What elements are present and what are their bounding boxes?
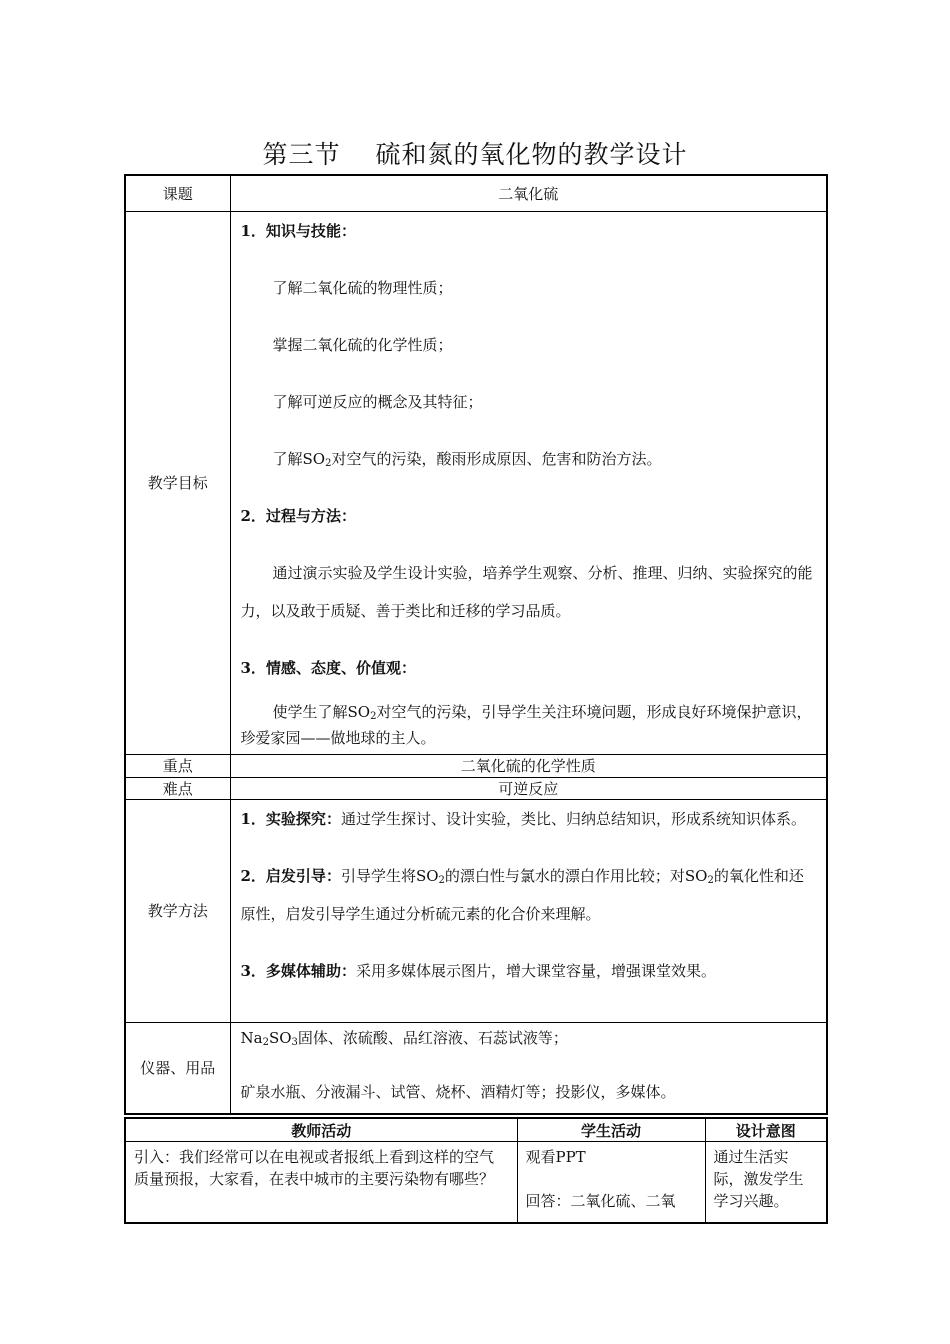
equipment-apparatus: 矿泉水瓶、分液漏斗、试管、烧杯、酒精灯等；投影仪，多媒体。 <box>240 1082 676 1101</box>
objectives-row <box>125 211 827 754</box>
objective-knowledge-1: 了解二氧化硫的物理性质； <box>272 278 453 297</box>
equipment-label: 仪器、用品 <box>125 1022 230 1114</box>
method-experiment: 1．实验探究：通过学生探讨、设计实验，类比、归纳总结知识，形成系统知识体系。 <box>240 809 806 828</box>
key-point-row <box>125 754 827 777</box>
methods-label: 教学方法 <box>125 799 230 1022</box>
design-intent-header: 设计意图 <box>705 1118 827 1142</box>
topic-value: 二氧化硫 <box>230 175 827 211</box>
methods-content <box>230 799 827 1022</box>
objectives-heading-3: 3．情感、态度、价值观： <box>240 658 416 677</box>
activity-table <box>124 1117 828 1224</box>
difficulty-value: 可逆反应 <box>230 777 827 799</box>
objectives-heading-2: 2．过程与方法： <box>240 506 356 525</box>
topic-label: 课题 <box>125 175 230 211</box>
activity-header-row <box>125 1118 827 1142</box>
method-guidance: 2．启发引导：引导学生将$SO_2$的漂白性与氯水的漂白作用比较；对$SO_2$的氧化性和还原性，启发引导学生通过分析硫元素的化合价来理解。 <box>240 866 804 923</box>
objectives-label: 教学目标 <box>125 211 230 754</box>
key-point-value: 二氧化硫的化学性质 <box>230 754 827 777</box>
objective-attitude: 使学生了解$SO_2$对空气的污染，引导学生关注环境问题，形成良好环境保护意识，珍爱家园——做地球的主人。 <box>240 702 812 747</box>
objective-knowledge-4: 了解$SO_2$对空气的污染，酸雨形成原因、危害和防治方法。 <box>272 449 662 469</box>
activity-row <box>125 1142 827 1224</box>
student-activity-2: 回答：二氧化硫、二氧 <box>525 1192 676 1210</box>
equipment-content <box>230 1022 827 1114</box>
student-activity-header: 学生活动 <box>517 1118 705 1142</box>
objective-knowledge-2: 掌握二氧化硫的化学性质； <box>272 335 453 354</box>
equipment-row <box>125 1022 827 1114</box>
difficulty-row <box>125 777 827 799</box>
method-multimedia: 3．多媒体辅助：采用多媒体展示图片，增大课堂容量，增强课堂效果。 <box>240 961 716 980</box>
equipment-reagents: $Na_2SO_3$固体、浓硫酸、品红溶液、石蕊试液等； <box>240 1028 568 1048</box>
objectives-heading-1: 1．知识与技能： <box>240 221 356 240</box>
topic-row <box>125 175 827 211</box>
objectives-content <box>230 211 827 754</box>
student-activity-1: 观看PPT <box>525 1148 586 1166</box>
methods-row <box>125 799 827 1022</box>
student-activity-cell <box>517 1142 705 1224</box>
objective-process: 通过演示实验及学生设计实验，培养学生观察、分析、推理、归纳、实验探究的能力，以及敢于质疑、善于类比和迁移的学习品质。 <box>240 563 813 620</box>
key-point-label: 重点 <box>125 754 230 777</box>
teacher-activity-cell: 引入：我们经常可以在电视或者报纸上看到这样的空气质量预报，大家看，在表中城市的主要污染物有哪些？ <box>125 1142 517 1224</box>
design-intent-cell: 通过生活实际，激发学生学习兴趣。 <box>705 1142 827 1224</box>
lesson-plan-table <box>124 174 828 1115</box>
objective-knowledge-3: 了解可逆反应的概念及其特征； <box>272 392 483 411</box>
teacher-activity-header: 教师活动 <box>125 1118 517 1142</box>
difficulty-label: 难点 <box>125 777 230 799</box>
page-title: 第三节 硫和氮的氧化物的教学设计 <box>262 140 688 169</box>
